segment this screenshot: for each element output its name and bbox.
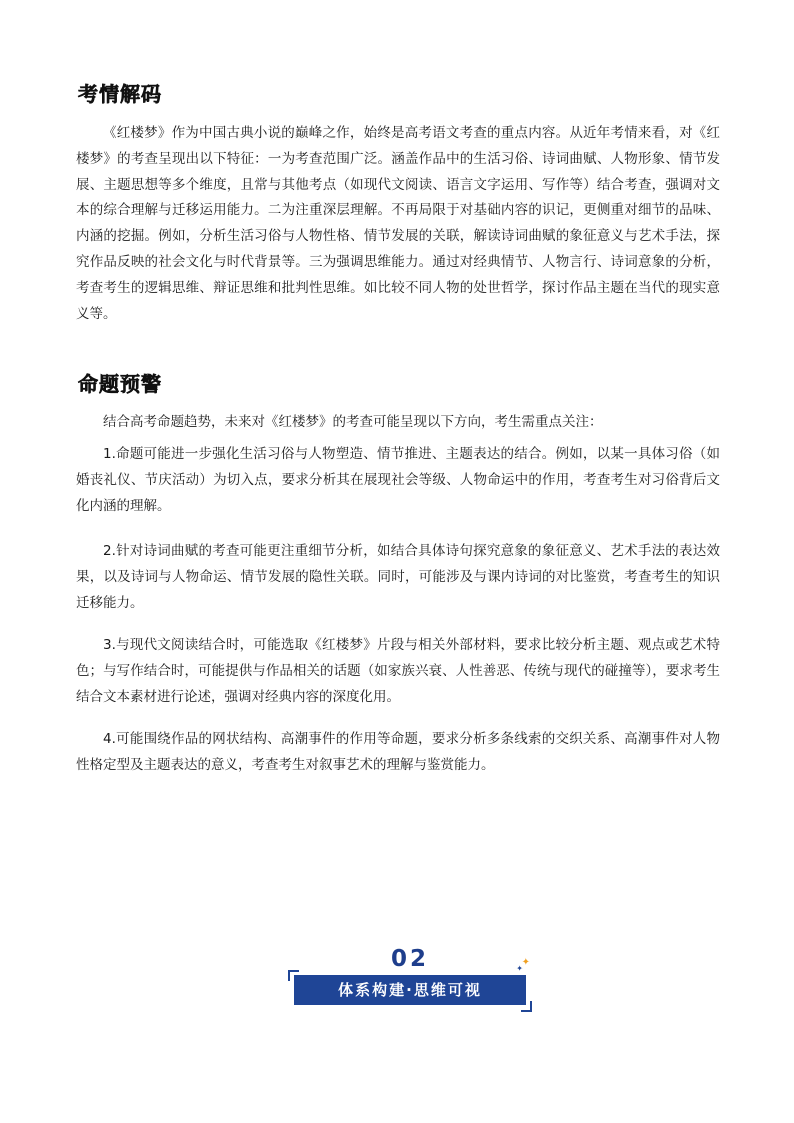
section-title-bar: 体系构建·思维可视: [294, 975, 526, 1005]
forecast-item-2: 2.针对诗词曲赋的考查可能更注重细节分析，如结合具体诗句探究意象的象征意义、艺术手法的表达效果，以及诗词与人物命运、情节发展的隐性关联。同时，可能涉及与课内诗词的对比鉴赏，考查考生的知识迁移能力。: [76, 543, 720, 611]
forecast-item-1: 1.命题可能进一步强化生活习俗与人物塑造、情节推进、主题表达的结合。例如，以某一具体习俗（如婚丧礼仪、节庆活动）为切入点，要求分析其在展现社会等级、人物命运中的作用，考查考生对习俗背后文化内涵的理解。: [76, 446, 720, 514]
forecast-item-4: 4.可能围绕作品的网状结构、高潮事件的作用等命题，要求分析多条线索的交织关系、高潮事件对人物性格定型及主题表达的意义，考查考生对叙事艺术的理解与鉴赏能力。: [76, 731, 720, 773]
sparkle-icon: ✦: [521, 957, 530, 968]
section-heading-forecast: 命题预警: [78, 372, 162, 396]
section-heading-analysis: 考情解码: [78, 82, 162, 106]
section-number: 02: [390, 946, 429, 972]
forecast-lead-paragraph: 结合高考命题趋势，未来对《红楼梦》的考查可能呈现以下方向，考生需重点关注：: [103, 414, 603, 430]
sparkle-icon: ✦: [516, 964, 523, 973]
analysis-paragraph: 《红楼梦》作为中国古典小说的巅峰之作，始终是高考语文考查的重点内容。从近年考情来看，对《红楼梦》的考查呈现出以下特征：一为考查范围广泛。涵盖作品中的生活习俗、诗词曲赋、人物形象、情节发展、主题思想等多个维度，且常与其他考点（如现代文阅读、语言文字运用、写作等）结合考查，强调对文本的综合理解与迁移运用能力。二为注重深层理解。不再局限于对基础内容的识记，更侧重对细节的品味、内涵的挖掘。例如，分析生活习俗与人物性格、情节发展的关联，解读诗词曲赋的象征意义与艺术手法，探究作品反映的社会文化与时代背景等。三为强调思维能力。通过对经典情节、人物言行、诗词意象的分析，考查考生的逻辑思维、辩证思维和批判性思维。如比较不同人物的处世哲学，探讨作品主题在当代的现实意义等。: [76, 125, 720, 322]
forecast-item-3: 3.与现代文阅读结合时，可能选取《红楼梦》片段与相关外部材料，要求比较分析主题、观点或艺术特色；与写作结合时，可能提供与作品相关的话题（如家族兴衰、人性善恶、传统与现代的碰撞等），要求考生结合文本素材进行论述，强调对经典内容的深度化用。: [76, 637, 720, 705]
section-banner: [286, 944, 534, 1016]
